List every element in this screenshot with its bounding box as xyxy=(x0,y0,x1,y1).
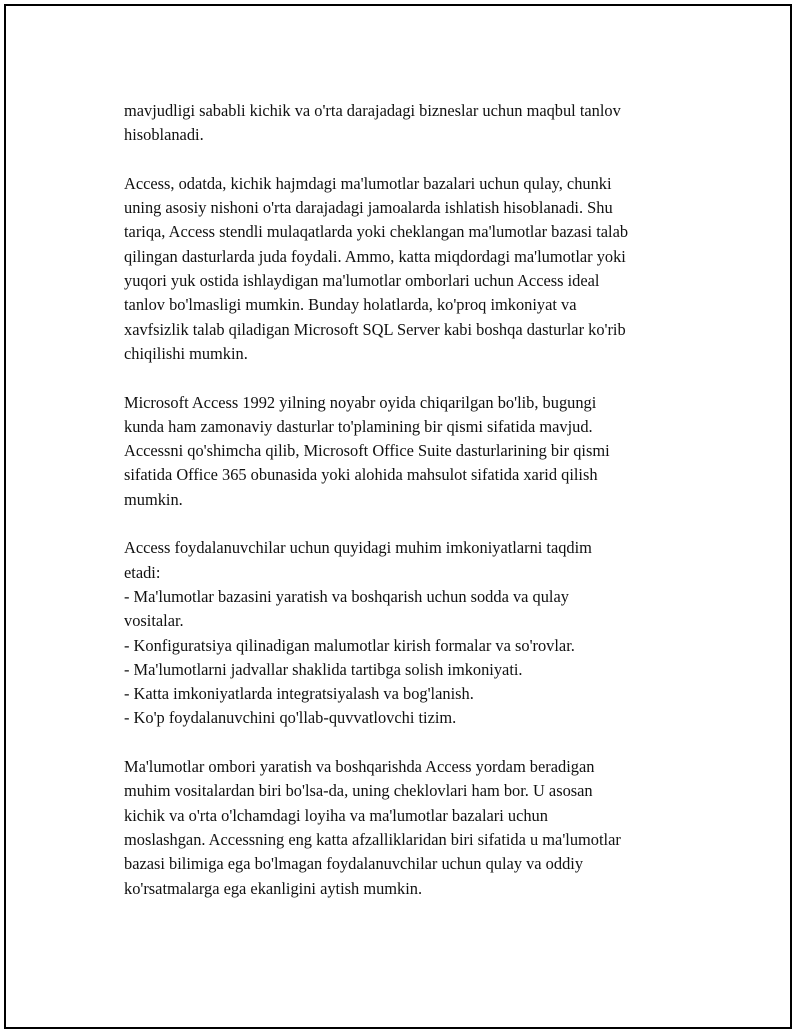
text-line: vositalar. xyxy=(124,611,184,631)
text-line: xavfsizlik talab qiladigan Microsoft SQL Server kabi boshqa dasturlar ko'rib xyxy=(124,319,626,339)
text-line: etadi: xyxy=(124,562,161,582)
text-line: mavjudligi sababli kichik va o'rta darajadagi bizneslar uchun maqbul tanlov xyxy=(124,101,621,120)
text-line: Ma'lumotlar ombori yaratish va boshqarishda Access yordam beradigan xyxy=(124,757,595,777)
text-line: yuqori yuk ostida ishlaydigan ma'lumotlar omborlari uchun Access ideal xyxy=(124,271,600,291)
list-item: - Katta imkoniyatlarda integratsiyalash va bog'lanish. xyxy=(124,684,474,704)
text-line: Accessni qo'shimcha qilib, Microsoft Office Suite dasturlarining bir qismi xyxy=(124,441,610,461)
text-line: kichik va o'rta o'lchamdagi loyiha va ma'lumotlar bazalari uchun xyxy=(124,805,548,825)
document-body xyxy=(124,99,714,925)
text-line: ko'rsatmalarga ega ekanligini aytish mumkin. xyxy=(124,878,423,898)
text-line: tanlov bo'lmasligi mumkin. Bunday holatlarda, ko'proq imkoniyat va xyxy=(124,295,577,315)
text-line: kunda ham zamonaviy dasturlar to'plamining bir qismi sifatida mavjud. xyxy=(124,416,593,436)
text-line: tariqa, Access stendli mulaqatlarda yoki cheklangan ma'lumotlar bazasi talab xyxy=(124,222,629,242)
list-item: - Ko'p foydalanuvchini qo'llab-quvvatlovchi tizim. xyxy=(124,708,457,728)
list-item: - Ma'lumotlar bazasini yaratish va boshqarish uchun sodda va qulay xyxy=(124,586,569,606)
text-line: qilingan dasturlarda juda foydali. Ammo, katta miqdordagi ma'lumotlar yoki xyxy=(124,246,626,266)
text-line: moslashgan. Accessning eng katta afzalliklaridan biri sifatida u ma'lumotlar xyxy=(124,829,621,849)
text-line: hisoblanadi. xyxy=(124,125,204,145)
text-line: sifatida Office 365 obunasida yoki alohida mahsulot sifatida xarid qilish xyxy=(124,465,598,485)
text-line: chiqilishi mumkin. xyxy=(124,343,248,363)
page-frame xyxy=(4,4,792,1029)
text-line: muhim vositalardan biri bo'lsa-da, uning cheklovlari ham bor. U asosan xyxy=(124,781,593,801)
text-line: bazasi bilimiga ega bo'lmagan foydalanuvchilar uchun qulay va oddiy xyxy=(124,854,584,874)
paragraph-4 xyxy=(124,536,714,730)
paragraph-2 xyxy=(124,172,714,366)
text-line: Access, odatda, kichik hajmdagi ma'lumotlar bazalari uchun qulay, chunki xyxy=(124,173,612,193)
paragraph-3 xyxy=(124,391,714,512)
text-line: mumkin. xyxy=(124,489,183,509)
text-line: Microsoft Access 1992 yilning noyabr oyida chiqarilgan bo'lib, bugungi xyxy=(124,392,597,412)
text-line: Access foydalanuvchilar uchun quyidagi muhim imkoniyatlarni taqdim xyxy=(124,538,592,558)
paragraph-1 xyxy=(124,99,714,148)
text-line: uning asosiy nishoni o'rta darajadagi jamoalarda ishlatish hisoblanadi. Shu xyxy=(124,198,613,218)
paragraph-5 xyxy=(124,755,714,901)
list-item: - Konfiguratsiya qilinadigan malumotlar kirish formalar va so'rovlar. xyxy=(124,635,575,655)
list-item: - Ma'lumotlarni jadvallar shaklida tartibga solish imkoniyati. xyxy=(124,659,523,679)
